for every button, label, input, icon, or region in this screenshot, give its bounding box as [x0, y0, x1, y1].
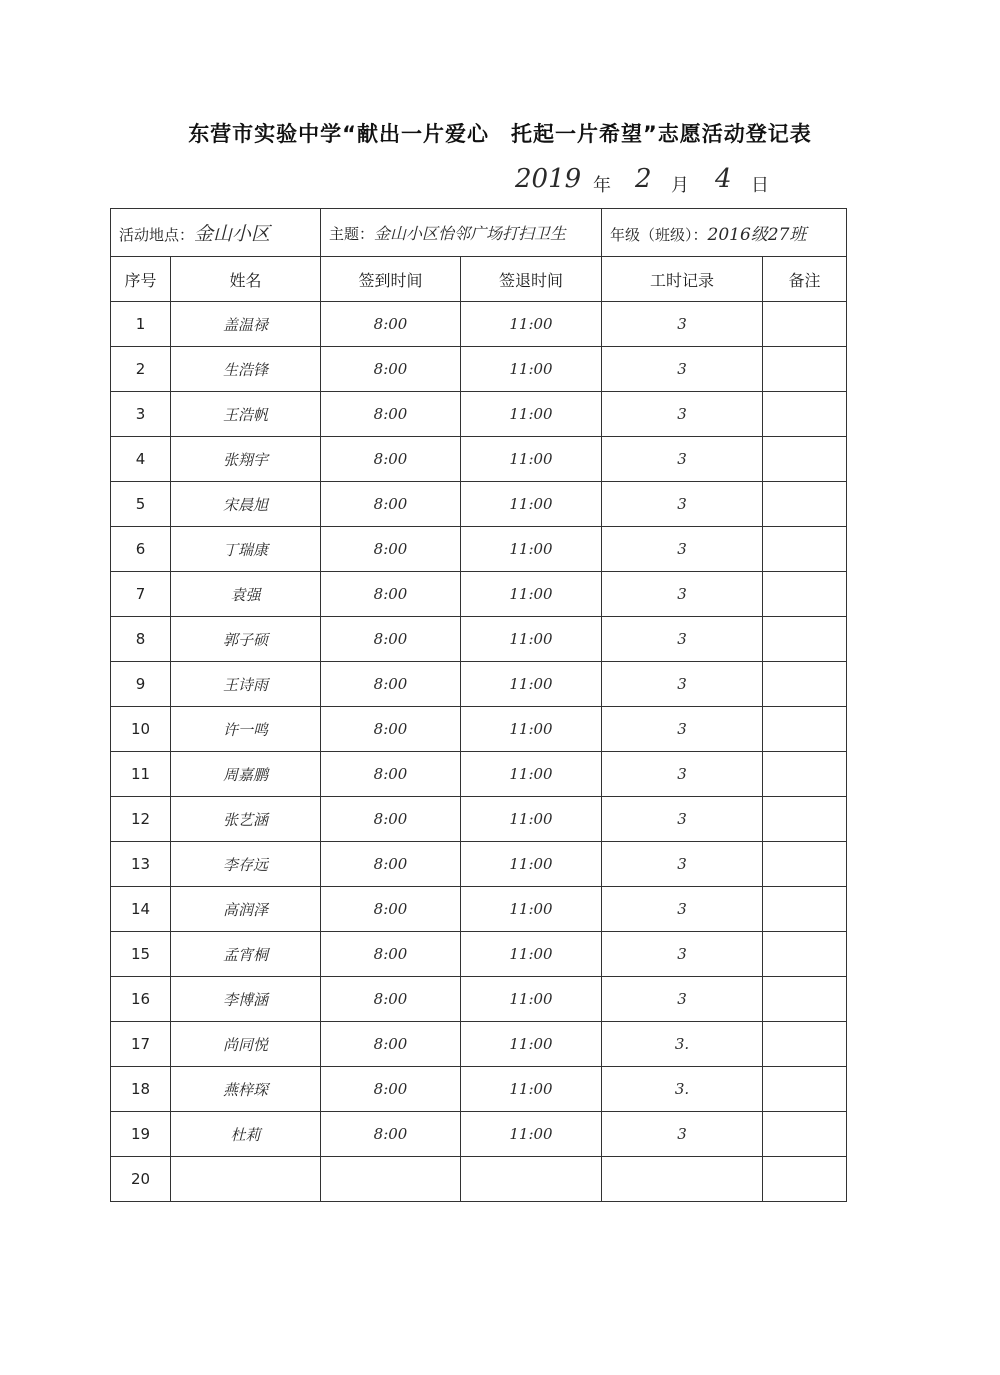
row-sign-out: 11:00 [461, 752, 602, 797]
row-sign-in [321, 1157, 461, 1202]
table-row [111, 977, 847, 1022]
row-hours: 3 [602, 797, 763, 842]
table-row [111, 1157, 847, 1202]
grade-label: 年级（班级）： [610, 226, 708, 244]
date-year: 2019 [515, 164, 582, 194]
row-hours: 3 [602, 707, 763, 752]
row-note [763, 617, 847, 662]
row-note [763, 797, 847, 842]
row-sign-out: 11:00 [461, 887, 602, 932]
row-hours: 3 [602, 437, 763, 482]
row-name: 张艺涵 [171, 797, 321, 842]
row-name: 燕梓琛 [171, 1067, 321, 1112]
header-row [111, 257, 847, 302]
row-sign-in: 8:00 [321, 1022, 461, 1067]
col-header-sign-in: 签到时间 [321, 257, 461, 302]
col-header-seq: 序号 [111, 257, 171, 302]
table-row [111, 572, 847, 617]
row-sign-out: 11:00 [461, 482, 602, 527]
row-note [763, 1112, 847, 1157]
row-note [763, 1157, 847, 1202]
row-seq: 19 [111, 1112, 171, 1157]
row-name: 丁瑞康 [171, 527, 321, 572]
table-row [111, 482, 847, 527]
row-seq: 17 [111, 1022, 171, 1067]
row-sign-in: 8:00 [321, 887, 461, 932]
row-hours: 3 [602, 662, 763, 707]
row-sign-out: 11:00 [461, 842, 602, 887]
row-sign-out: 11:00 [461, 1067, 602, 1112]
row-sign-out: 11:00 [461, 932, 602, 977]
row-sign-in: 8:00 [321, 1067, 461, 1112]
row-note [763, 1067, 847, 1112]
row-sign-out: 11:00 [461, 662, 602, 707]
row-name: 许一鸣 [171, 707, 321, 752]
row-seq: 16 [111, 977, 171, 1022]
theme-value: 金山小区怡邻广场打扫卫生 [374, 224, 567, 243]
table-row [111, 1067, 847, 1112]
row-seq: 15 [111, 932, 171, 977]
row-note [763, 932, 847, 977]
row-sign-out: 11:00 [461, 707, 602, 752]
row-sign-in: 8:00 [321, 482, 461, 527]
row-name: 生浩锋 [171, 347, 321, 392]
table-row [111, 617, 847, 662]
row-note [763, 392, 847, 437]
row-seq: 11 [111, 752, 171, 797]
row-sign-in: 8:00 [321, 572, 461, 617]
row-hours: 3 [602, 977, 763, 1022]
row-name: 张翔宇 [171, 437, 321, 482]
row-seq: 3 [111, 392, 171, 437]
row-name: 袁强 [171, 572, 321, 617]
row-sign-in: 8:00 [321, 707, 461, 752]
row-name: 郭子硕 [171, 617, 321, 662]
row-sign-in: 8:00 [321, 392, 461, 437]
row-note [763, 572, 847, 617]
row-seq: 4 [111, 437, 171, 482]
row-hours: 3 [602, 572, 763, 617]
table-row [111, 887, 847, 932]
row-sign-out: 11:00 [461, 1022, 602, 1067]
row-hours: 3. [602, 1067, 763, 1112]
table-row [111, 392, 847, 437]
row-name: 宋晨旭 [171, 482, 321, 527]
row-note [763, 437, 847, 482]
col-header-name: 姓名 [171, 257, 321, 302]
row-seq: 8 [111, 617, 171, 662]
row-hours: 3 [602, 392, 763, 437]
row-sign-in: 8:00 [321, 437, 461, 482]
row-hours: 3 [602, 527, 763, 572]
row-sign-out: 11:00 [461, 302, 602, 347]
col-header-sign-out: 签退时间 [461, 257, 602, 302]
row-hours: 3 [602, 842, 763, 887]
row-seq: 9 [111, 662, 171, 707]
row-sign-in: 8:00 [321, 932, 461, 977]
table-row [111, 1022, 847, 1067]
row-note [763, 662, 847, 707]
table-row [111, 707, 847, 752]
table-row [111, 347, 847, 392]
row-hours: 3 [602, 302, 763, 347]
form-title: 东营市实验中学“献出一片爱心 托起一片希望”志愿活动登记表 [188, 122, 812, 146]
row-hours [602, 1157, 763, 1202]
row-sign-in: 8:00 [321, 842, 461, 887]
row-note [763, 887, 847, 932]
row-name: 周嘉鹏 [171, 752, 321, 797]
row-note [763, 977, 847, 1022]
row-seq: 10 [111, 707, 171, 752]
row-hours: 3 [602, 1112, 763, 1157]
row-sign-out [461, 1157, 602, 1202]
table-row [111, 752, 847, 797]
row-name: 李存远 [171, 842, 321, 887]
row-name: 孟宵桐 [171, 932, 321, 977]
table-row [111, 842, 847, 887]
location-value: 金山小区 [194, 223, 271, 245]
table-row [111, 797, 847, 842]
date-day-unit: 日 [751, 175, 769, 196]
row-note [763, 1022, 847, 1067]
row-sign-in: 8:00 [321, 1112, 461, 1157]
table-row [111, 302, 847, 347]
row-seq: 6 [111, 527, 171, 572]
row-hours: 3. [602, 1022, 763, 1067]
row-seq: 13 [111, 842, 171, 887]
grade-value: 2016级27班 [707, 225, 807, 245]
row-seq: 20 [111, 1157, 171, 1202]
row-name: 盖温禄 [171, 302, 321, 347]
row-sign-in: 8:00 [321, 347, 461, 392]
row-note [763, 842, 847, 887]
row-seq: 5 [111, 482, 171, 527]
grade-cell [602, 209, 847, 257]
row-seq: 18 [111, 1067, 171, 1112]
row-sign-out: 11:00 [461, 977, 602, 1022]
location-label: 活动地点： [119, 226, 195, 244]
row-sign-out: 11:00 [461, 437, 602, 482]
register-table [110, 208, 847, 1202]
row-sign-in: 8:00 [321, 302, 461, 347]
row-seq: 12 [111, 797, 171, 842]
row-note [763, 347, 847, 392]
row-name: 高润泽 [171, 887, 321, 932]
theme-cell [321, 209, 602, 257]
row-sign-out: 11:00 [461, 392, 602, 437]
row-hours: 3 [602, 932, 763, 977]
row-sign-out: 11:00 [461, 797, 602, 842]
row-name: 李博涵 [171, 977, 321, 1022]
row-sign-in: 8:00 [321, 797, 461, 842]
date-month-unit: 月 [671, 175, 689, 196]
table-row [111, 437, 847, 482]
row-sign-in: 8:00 [321, 977, 461, 1022]
info-row [111, 209, 847, 257]
row-sign-out: 11:00 [461, 1112, 602, 1157]
table-row [111, 527, 847, 572]
location-cell [111, 209, 321, 257]
table-row [111, 662, 847, 707]
row-note [763, 752, 847, 797]
row-name [171, 1157, 321, 1202]
row-hours: 3 [602, 617, 763, 662]
col-header-hours: 工时记录 [602, 257, 763, 302]
date-year-unit: 年 [593, 175, 611, 196]
row-sign-out: 11:00 [461, 572, 602, 617]
row-note [763, 482, 847, 527]
row-sign-out: 11:00 [461, 617, 602, 662]
row-seq: 2 [111, 347, 171, 392]
row-hours: 3 [602, 887, 763, 932]
date-month: 2 [635, 164, 652, 194]
row-note [763, 302, 847, 347]
row-seq: 1 [111, 302, 171, 347]
theme-label: 主题： [329, 225, 375, 243]
row-name: 王诗雨 [171, 662, 321, 707]
row-hours: 3 [602, 482, 763, 527]
row-seq: 14 [111, 887, 171, 932]
row-name: 杜莉 [171, 1112, 321, 1157]
row-sign-in: 8:00 [321, 617, 461, 662]
row-seq: 7 [111, 572, 171, 617]
row-name: 尚同悦 [171, 1022, 321, 1067]
date-day: 4 [715, 164, 732, 194]
col-header-note: 备注 [763, 257, 847, 302]
row-name: 王浩帆 [171, 392, 321, 437]
row-sign-out: 11:00 [461, 347, 602, 392]
row-sign-in: 8:00 [321, 527, 461, 572]
row-note [763, 527, 847, 572]
table-row [111, 1112, 847, 1157]
row-sign-out: 11:00 [461, 527, 602, 572]
table-row [111, 932, 847, 977]
row-hours: 3 [602, 752, 763, 797]
row-sign-in: 8:00 [321, 752, 461, 797]
row-sign-in: 8:00 [321, 662, 461, 707]
row-note [763, 707, 847, 752]
row-hours: 3 [602, 347, 763, 392]
